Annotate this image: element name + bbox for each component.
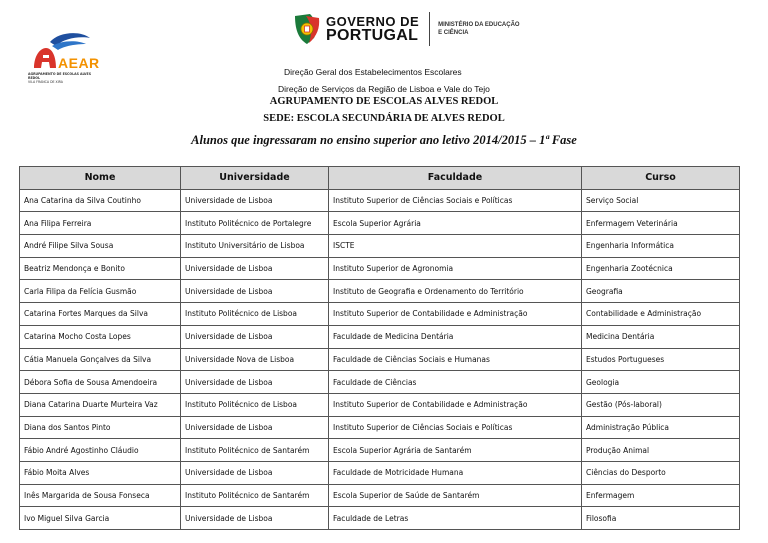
table-row	[20, 325, 740, 348]
cell-nome: Diana Catarina Duarte Murteira Vaz	[20, 393, 181, 416]
logo-divider	[429, 12, 430, 46]
cell-curso: Ciências do Desporto	[582, 461, 740, 484]
cell-curso: Filosofia	[582, 507, 740, 530]
cell-faculdade: ISCTE	[329, 235, 582, 258]
cell-curso: Engenharia Zootécnica	[582, 257, 740, 280]
cell-faculdade: Escola Superior de Saúde de Santarém	[329, 484, 582, 507]
cell-universidade: Instituto Politécnico de Santarém	[181, 484, 329, 507]
column-header-universidade: Universidade	[181, 167, 329, 190]
table-body	[20, 189, 740, 529]
cell-universidade: Universidade de Lisboa	[181, 461, 329, 484]
cell-universidade: Instituto Universitário de Lisboa	[181, 235, 329, 258]
cell-faculdade: Faculdade de Motricidade Humana	[329, 461, 582, 484]
cell-curso: Produção Animal	[582, 439, 740, 462]
cell-nome: Ana Catarina da Silva Coutinho	[20, 189, 181, 212]
cell-faculdade: Faculdade de Ciências Sociais e Humanas	[329, 348, 582, 371]
table-row	[20, 461, 740, 484]
cell-curso: Engenharia Informática	[582, 235, 740, 258]
cell-universidade: Universidade de Lisboa	[181, 507, 329, 530]
ministry-line2: E CIÊNCIA	[438, 30, 469, 36]
cell-curso: Geografia	[582, 280, 740, 303]
cell-curso: Enfermagem Veterinária	[582, 212, 740, 235]
cell-curso: Contabilidade e Administração	[582, 303, 740, 326]
cell-curso: Geologia	[582, 371, 740, 394]
cell-universidade: Universidade de Lisboa	[181, 189, 329, 212]
cell-nome: Catarina Mocho Costa Lopes	[20, 325, 181, 348]
cell-faculdade: Escola Superior Agrária de Santarém	[329, 439, 582, 462]
cell-faculdade: Faculdade de Letras	[329, 507, 582, 530]
header-line-agrupamento: AGRUPAMENTO DE ESCOLAS ALVES REDOL	[269, 96, 499, 107]
table-row	[20, 393, 740, 416]
cell-universidade: Universidade de Lisboa	[181, 416, 329, 439]
header-line-dsr: Direção de Serviços da Região de Lisboa e Vale do Tejo	[278, 84, 490, 94]
portugal-emblem-icon	[292, 12, 322, 46]
page-title: Alunos que ingressaram no ensino superior ano letivo 2014/2015 – 1ª Fase	[191, 133, 577, 147]
cell-universidade: Universidade de Lisboa	[181, 325, 329, 348]
cell-faculdade: Instituto de Geografia e Ordenamento do Território	[329, 280, 582, 303]
cell-faculdade: Instituto Superior de Contabilidade e Administração	[329, 303, 582, 326]
cell-universidade: Universidade de Lisboa	[181, 280, 329, 303]
cell-curso: Administração Pública	[582, 416, 740, 439]
cell-nome: Carla Filipa da Felícia Gusmão	[20, 280, 181, 303]
cell-nome: Cátia Manuela Gonçalves da Silva	[20, 348, 181, 371]
table-row	[20, 303, 740, 326]
cell-universidade: Universidade de Lisboa	[181, 257, 329, 280]
cell-nome: Inês Margarida de Sousa Fonseca	[20, 484, 181, 507]
column-header-nome: Nome	[20, 167, 181, 190]
cell-faculdade: Escola Superior Agrária	[329, 212, 582, 235]
column-header-curso: Curso	[582, 167, 740, 190]
cell-faculdade: Instituto Superior de Ciências Sociais e Políticas	[329, 416, 582, 439]
table-row	[20, 416, 740, 439]
table-row	[20, 257, 740, 280]
ministry-line1: MINISTÉRIO DA EDUCAÇÃO	[438, 22, 520, 28]
cell-universidade: Instituto Politécnico de Lisboa	[181, 393, 329, 416]
cell-universidade: Instituto Politécnico de Portalegre	[181, 212, 329, 235]
cell-nome: Catarina Fortes Marques da Silva	[20, 303, 181, 326]
table-row	[20, 439, 740, 462]
cell-nome: Ivo Miguel Silva Garcia	[20, 507, 181, 530]
table-row	[20, 348, 740, 371]
cell-nome: Diana dos Santos Pinto	[20, 416, 181, 439]
table-row	[20, 189, 740, 212]
cell-faculdade: Faculdade de Ciências	[329, 371, 582, 394]
school-logo-text: AEAR	[58, 55, 100, 71]
school-logo-sub-line: VILA FRANCA DE XIRA	[28, 80, 63, 84]
table-row	[20, 507, 740, 530]
cell-universidade: Instituto Politécnico de Santarém	[181, 439, 329, 462]
school-logo-caption	[28, 72, 102, 84]
cell-nome: André Filipe Silva Sousa	[20, 235, 181, 258]
gov-line2: PORTUGAL	[326, 27, 419, 44]
table-header-row	[20, 167, 740, 190]
cell-universidade: Instituto Politécnico de Lisboa	[181, 303, 329, 326]
cell-nome: Beatriz Mendonça e Bonito	[20, 257, 181, 280]
table-row	[20, 235, 740, 258]
government-logo	[292, 12, 520, 46]
cell-nome: Fábio Moita Alves	[20, 461, 181, 484]
cell-faculdade: Faculdade de Medicina Dentária	[329, 325, 582, 348]
table-row	[20, 280, 740, 303]
cell-curso: Serviço Social	[582, 189, 740, 212]
cell-faculdade: Instituto Superior de Contabilidade e Administração	[329, 393, 582, 416]
cell-curso: Estudos Portugueses	[582, 348, 740, 371]
cell-universidade: Universidade Nova de Lisboa	[181, 348, 329, 371]
cell-faculdade: Instituto Superior de Ciências Sociais e Políticas	[329, 189, 582, 212]
students-table	[19, 166, 740, 530]
cell-curso: Enfermagem	[582, 484, 740, 507]
gov-line1: GOVERNO DE	[326, 14, 420, 29]
table-row	[20, 212, 740, 235]
cell-curso: Gestão (Pós-laboral)	[582, 393, 740, 416]
column-header-faculdade: Faculdade	[329, 167, 582, 190]
cell-nome: Ana Filipa Ferreira	[20, 212, 181, 235]
school-logo-caption-line: AGRUPAMENTO DE ESCOLAS ALVES REDOL	[28, 72, 92, 80]
cell-nome: Débora Sofia de Sousa Amendoeira	[20, 371, 181, 394]
table-row	[20, 371, 740, 394]
table-row	[20, 484, 740, 507]
cell-faculdade: Instituto Superior de Agronomia	[329, 257, 582, 280]
header-line-dge: Direção Geral dos Estabelecimentos Escolares	[284, 67, 462, 77]
cell-nome: Fábio André Agostinho Cláudio	[20, 439, 181, 462]
cell-universidade: Universidade de Lisboa	[181, 371, 329, 394]
cell-curso: Medicina Dentária	[582, 325, 740, 348]
header-line-sede: SEDE: ESCOLA SECUNDÁRIA DE ALVES REDOL	[263, 113, 505, 124]
